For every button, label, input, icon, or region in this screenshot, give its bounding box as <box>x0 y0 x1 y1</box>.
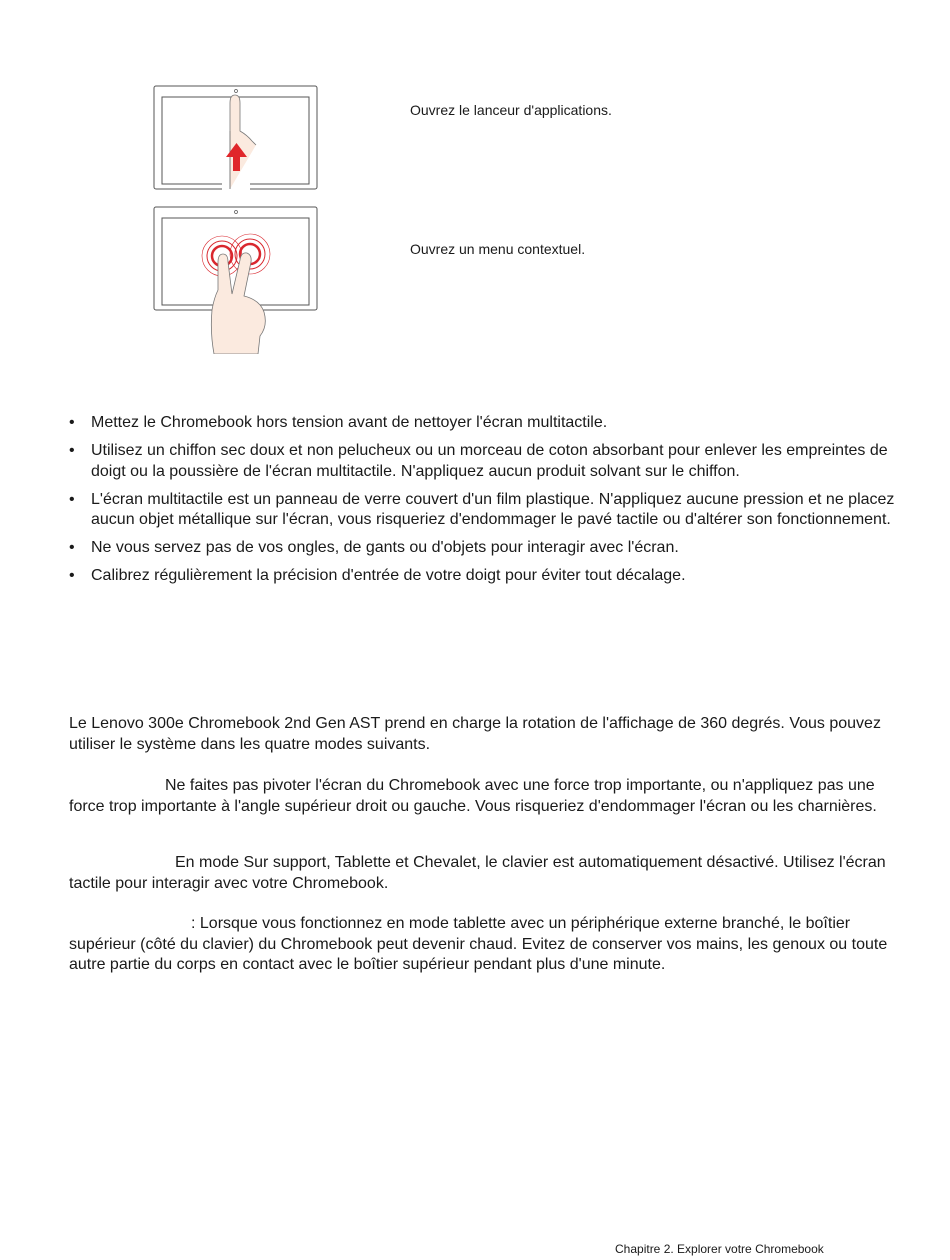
list-item: • Ne vous servez pas de vos ongles, de gants ou d'objets pour interagir avec l'écran. <box>69 538 899 559</box>
swipe-up-from-bottom-icon <box>152 85 320 191</box>
two-finger-tap-icon <box>152 206 320 354</box>
page-footer: Chapitre 2. Explorer votre Chromebook <box>615 1242 824 1256</box>
bullet-icon: • <box>69 567 75 584</box>
gesture-caption: Ouvrez un menu contextuel. <box>410 241 586 257</box>
bullet-icon: • <box>69 490 75 508</box>
list-item: • Utilisez un chiffon sec doux et non pelucheux ou un morceau de coton absorbant pour enlever les empreintes de doigt ou la poussière de l'écran multitactile. N'appliquez aucun produit solvant sur le chiffon. <box>69 442 888 480</box>
warning-paragraph: Ne faites pas pivoter l'écran du Chromebook avec une force trop importante, ou n'appliquez pas une force trop importante à l'angle supérieur droit ou gauche. Vous risqueriez d'endommager l'écran ou les charnières. <box>69 777 877 815</box>
list-item: • Mettez le Chromebook hors tension avant de nettoyer l'écran multitactile. <box>69 413 899 434</box>
rotation-intro: Le Lenovo 300e Chromebook 2nd Gen AST prend en charge la rotation de l'affichage de 360 degrés. Vous pouvez utiliser le système dans les quatre modes suivants. <box>69 715 881 753</box>
bullet-icon: • <box>69 414 75 431</box>
list-item: • Calibrez régulièrement la précision d'entrée de votre doigt pour éviter tout décalage. <box>69 566 899 587</box>
note-paragraph: En mode Sur support, Tablette et Chevalet, le clavier est automatiquement désactivé. Utilisez l'écran tactile pour interagir avec votre Chromebook. <box>69 854 886 892</box>
list-item: • L'écran multitactile est un panneau de verre couvert d'un film plastique. N'appliquez aucune pression et ne placez aucun objet métallique sur l'écran, vous risqueriez d'endommager le pavé tactile ou d'altérer son fonctionnement. <box>69 490 895 528</box>
bullet-icon: • <box>69 442 75 459</box>
gesture-caption: Ouvrez le lanceur d'applications. <box>410 102 612 118</box>
caution-paragraph: : Lorsque vous fonctionnez en mode tablette avec un périphérique externe branché, le boîtier supérieur (côté du clavier) du Chromebook peut devenir chaud. Evitez de conserver vos mains, les genoux ou toute autre partie du corps en contact avec le boîtier supérieur pendant plus d'une minute. <box>69 915 888 973</box>
touchscreen-care-list <box>69 413 899 594</box>
bullet-icon: • <box>69 539 75 556</box>
